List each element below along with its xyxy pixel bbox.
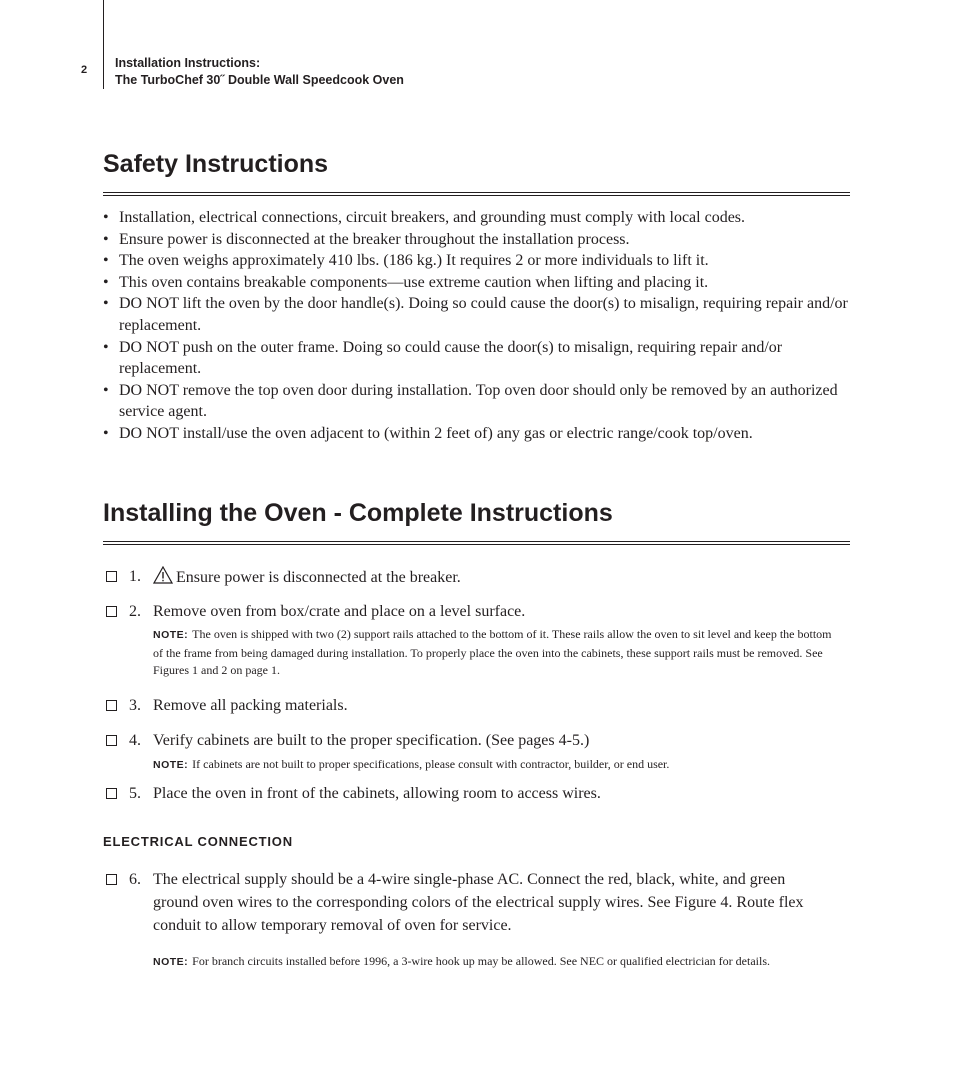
running-header [115,55,404,89]
electrical-subheading: ELECTRICAL CONNECTION [103,834,293,849]
note-label: NOTE: [153,956,189,968]
step-content [153,566,461,588]
bullet-icon: • [103,295,109,313]
safety-item: • Ensure power is disconnected at the breaker throughout the installation process. [103,229,850,251]
step-note [153,626,833,680]
note-text: If cabinets are not built to proper specifications, please consult with contractor, builder, or end user. [192,757,670,771]
safety-item: • The oven weighs approximately 410 lbs. (186 kg.) It requires 2 or more individuals to lift it. [103,250,850,272]
step-text: Remove oven from box/crate and place on a level surface. [153,603,526,620]
checkbox[interactable] [106,606,117,617]
install-title-rule [103,541,850,545]
safety-title-rule [103,192,850,196]
header-divider [103,0,104,89]
note-text: For branch circuits installed before 1996, a 3-wire hook up may be allowed. See NEC or qualified electrician for details. [192,954,770,968]
step-number: 3. [129,697,141,714]
step-note [153,756,843,775]
checkbox[interactable] [106,571,117,582]
step-text: Remove all packing materials. [153,697,348,714]
step-number: 4. [129,732,141,749]
safety-item: • DO NOT install/use the oven adjacent to (within 2 feet of) any gas or electric range/cook top/oven. [103,423,850,445]
bullet-icon: • [103,273,109,291]
safety-item: • DO NOT lift the oven by the door handle(s). Doing so could cause the door(s) to misalign, requiring repair and/or replacement. [103,295,848,334]
safety-item: • Installation, electrical connections, circuit breakers, and grounding must comply with local codes. [103,207,850,229]
note-label: NOTE: [153,759,189,771]
safety-section-title: Safety Instructions [103,150,329,178]
checkbox[interactable] [106,735,117,746]
warning-icon [153,566,173,584]
bullet-icon: • [103,338,109,356]
step-number: 1. [129,568,141,585]
step-note [153,953,808,972]
step-number: 6. [129,871,141,888]
install-step [103,868,823,937]
safety-item: • DO NOT push on the outer frame. Doing so could cause the door(s) to misalign, requiring repair and/or replacement. [103,338,783,378]
checkbox[interactable] [106,788,117,799]
step-number: 2. [129,603,141,620]
safety-list [103,207,850,445]
running-header-line1: Installation Instructions: [115,56,261,70]
bullet-icon: • [103,424,109,442]
bullet-icon: • [103,252,109,270]
note-text: The oven is shipped with two (2) support rails attached to the bottom of it. These rails allow the oven to sit level and keep the bottom of the frame from being damaged during installation. To properly place the oven into the cabinets, these support rails must be removed. See Figures 1 and 2 on page 1. [153,627,832,677]
step-number: 5. [129,785,141,802]
safety-item: • DO NOT remove the top oven door during installation. Top oven door should only be removed by an authorized service agent. [103,381,838,421]
step-text: Place the oven in front of the cabinets, allowing room to access wires. [153,785,601,802]
bullet-icon: • [103,209,109,226]
step-text: The electrical supply should be a 4-wire single-phase AC. Connect the red, black, white, and green ground oven wires to the corresponding colors of the electrical supply wires. See Figure 4. Route flex conduit to allow temporary removal of oven for service. [153,871,804,934]
note-label: NOTE: [153,629,189,641]
bullet-icon: • [103,381,109,399]
checkbox[interactable] [106,874,117,885]
bullet-icon: • [103,230,109,248]
checkbox[interactable] [106,700,117,711]
step-text: Ensure power is disconnected at the breaker. [176,569,461,586]
running-header-line2: The TurboChef 30˝ Double Wall Speedcook Oven [115,73,404,87]
safety-item: • This oven contains breakable components—use extreme caution when lifting and placing it. [103,272,850,294]
step-text: Verify cabinets are built to the proper specification. (See pages 4-5.) [153,732,590,749]
page-number: 2 [81,64,88,76]
install-section-title: Installing the Oven - Complete Instructions [103,499,613,527]
